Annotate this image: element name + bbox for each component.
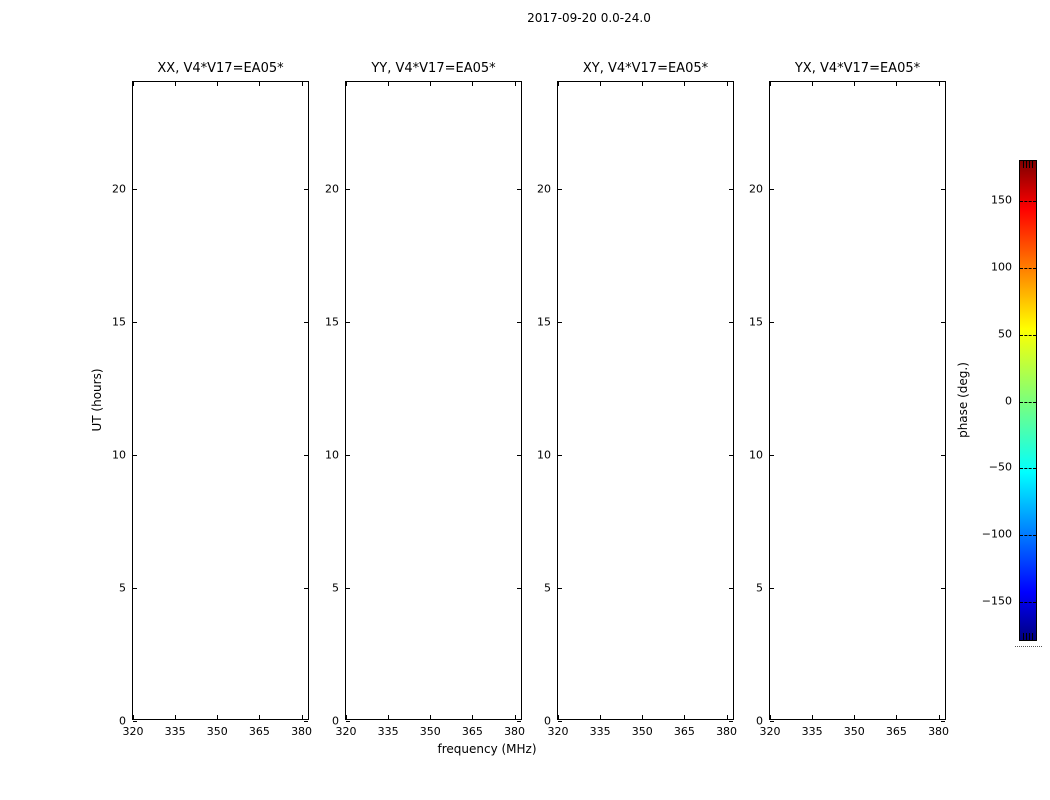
y-tick <box>133 455 137 456</box>
x-tick-label: 365 <box>673 725 695 738</box>
colorbar-tick-line <box>1020 468 1036 469</box>
subplot-yx <box>749 61 950 738</box>
y-tick-label: 10 <box>749 448 763 462</box>
figure-title: 2017-09-20 0.0-24.0 <box>527 11 651 25</box>
x-tick <box>346 82 347 86</box>
x-tick <box>684 82 685 86</box>
y-tick <box>346 189 350 190</box>
x-tick-label: 335 <box>164 725 186 738</box>
x-tick-label: 380 <box>504 725 526 738</box>
colorbar-tick-label: −100 <box>981 527 1012 541</box>
y-tick <box>729 189 733 190</box>
y-tick-label: 0 <box>544 714 551 728</box>
x-tick <box>472 82 473 86</box>
y-tick <box>729 588 733 589</box>
subplot-title-xx: XX, V4*V17=EA05* <box>157 61 284 76</box>
x-tick <box>175 82 176 86</box>
colorbar-tick-line <box>1020 335 1036 336</box>
x-tick <box>430 715 431 719</box>
x-tick <box>133 715 134 719</box>
x-tick <box>175 715 176 719</box>
y-tick <box>517 721 521 722</box>
colorbar-tick-line <box>1020 268 1036 269</box>
x-tick <box>854 715 855 719</box>
x-tick-label: 350 <box>843 725 865 738</box>
x-tick <box>770 82 771 86</box>
y-tick <box>941 189 945 190</box>
colorbar-tick-label: 150 <box>991 193 1012 207</box>
y-tick <box>558 721 562 722</box>
y-tick <box>558 322 562 323</box>
subplot-title-yy: YY, V4*V17=EA05* <box>371 61 496 76</box>
colorbar-tick-line <box>1020 402 1036 403</box>
y-tick <box>770 721 774 722</box>
subplot-title-yx: YX, V4*V17=EA05* <box>794 61 921 76</box>
x-tick-label: 320 <box>547 725 569 738</box>
y-tick-label: 5 <box>332 581 339 595</box>
y-tick <box>729 322 733 323</box>
y-tick <box>346 721 350 722</box>
y-tick <box>941 455 945 456</box>
x-tick <box>217 82 218 86</box>
y-tick <box>770 588 774 589</box>
x-tick <box>684 715 685 719</box>
y-tick <box>941 721 945 722</box>
colorbar-tick-label: 100 <box>991 260 1012 274</box>
x-tick-label: 380 <box>928 725 950 738</box>
subplot-title-xy: XY, V4*V17=EA05* <box>582 61 709 76</box>
y-tick <box>729 455 733 456</box>
y-tick <box>558 189 562 190</box>
x-tick-label: 320 <box>335 725 357 738</box>
x-tick-label: 335 <box>801 725 823 738</box>
y-tick-label: 10 <box>325 448 339 462</box>
x-tick <box>727 715 728 719</box>
y-tick-label: 15 <box>749 315 763 329</box>
x-tick <box>346 715 347 719</box>
x-tick <box>558 715 559 719</box>
colorbar-end-dotted-line <box>1015 646 1042 647</box>
x-tick <box>642 715 643 719</box>
y-tick <box>517 322 521 323</box>
y-tick-label: 10 <box>537 448 551 462</box>
colorbar-label: phase (deg.) <box>956 362 970 438</box>
y-tick-label: 10 <box>112 448 126 462</box>
y-tick <box>770 322 774 323</box>
y-tick <box>304 455 308 456</box>
y-tick-label: 5 <box>119 581 126 595</box>
y-tick <box>941 322 945 323</box>
colorbar-top-comb-marks <box>1021 161 1035 168</box>
subplot-yy <box>325 61 526 738</box>
y-tick-label: 0 <box>332 714 339 728</box>
colorbar-tick-label: −150 <box>981 594 1012 608</box>
x-tick <box>430 82 431 86</box>
x-tick <box>812 715 813 719</box>
x-tick <box>302 715 303 719</box>
colorbar-tick-line <box>1020 602 1036 603</box>
colorbar-tick-line <box>1020 535 1036 536</box>
y-tick-label: 15 <box>537 315 551 329</box>
x-tick <box>896 82 897 86</box>
x-tick <box>259 715 260 719</box>
y-tick <box>770 189 774 190</box>
y-tick <box>304 322 308 323</box>
x-tick <box>600 82 601 86</box>
y-tick <box>517 588 521 589</box>
y-tick-label: 20 <box>749 182 763 195</box>
subplot-xy <box>537 61 738 738</box>
x-tick <box>642 82 643 86</box>
y-tick-label: 15 <box>325 315 339 329</box>
y-tick-label: 5 <box>756 581 763 595</box>
y-tick-label: 20 <box>325 182 339 195</box>
y-tick <box>133 721 137 722</box>
x-tick <box>600 715 601 719</box>
x-tick <box>472 715 473 719</box>
colorbar-bottom-comb-marks <box>1021 633 1035 640</box>
y-tick <box>941 588 945 589</box>
x-tick <box>515 715 516 719</box>
y-tick <box>558 455 562 456</box>
x-tick-label: 335 <box>377 725 399 738</box>
x-tick-label: 380 <box>716 725 738 738</box>
y-tick <box>346 455 350 456</box>
x-tick <box>388 82 389 86</box>
x-tick-label: 320 <box>122 725 144 738</box>
x-tick <box>939 82 940 86</box>
y-tick <box>517 455 521 456</box>
x-tick <box>388 715 389 719</box>
y-tick-label: 20 <box>537 182 551 195</box>
y-tick <box>304 721 308 722</box>
x-tick-label: 320 <box>759 725 781 738</box>
y-tick <box>729 721 733 722</box>
colorbar-tick-label: 0 <box>1005 394 1012 407</box>
x-axis-label: frequency (MHz) <box>437 742 537 756</box>
y-tick-label: 0 <box>119 714 126 728</box>
y-tick <box>304 189 308 190</box>
x-tick-label: 350 <box>206 725 228 738</box>
x-tick-label: 365 <box>461 725 483 738</box>
y-tick <box>304 588 308 589</box>
x-tick-label: 365 <box>248 725 270 738</box>
y-tick <box>133 588 137 589</box>
x-tick <box>854 82 855 86</box>
x-tick-label: 335 <box>589 725 611 738</box>
y-tick <box>558 588 562 589</box>
y-tick <box>346 322 350 323</box>
colorbar <box>1019 160 1037 641</box>
y-tick <box>770 455 774 456</box>
x-tick-label: 380 <box>291 725 313 738</box>
x-tick-label: 350 <box>631 725 653 738</box>
y-tick <box>133 189 137 190</box>
y-tick-label: 0 <box>756 714 763 728</box>
y-tick <box>346 588 350 589</box>
x-tick <box>259 82 260 86</box>
y-tick <box>133 322 137 323</box>
x-tick-label: 365 <box>885 725 907 738</box>
x-tick <box>558 82 559 86</box>
y-tick-label: 15 <box>112 315 126 329</box>
y-tick-label: 20 <box>112 182 126 195</box>
x-tick <box>515 82 516 86</box>
y-axis-label: UT (hours) <box>90 368 104 432</box>
x-tick <box>302 82 303 86</box>
colorbar-tick-line <box>1020 201 1036 202</box>
x-tick <box>770 715 771 719</box>
x-tick <box>727 82 728 86</box>
x-tick <box>217 715 218 719</box>
x-tick <box>133 82 134 86</box>
subplot-xx <box>112 61 313 738</box>
y-tick-label: 5 <box>544 581 551 595</box>
colorbar-tick-label: 50 <box>998 327 1012 341</box>
x-tick <box>812 82 813 86</box>
x-tick <box>896 715 897 719</box>
y-tick <box>517 189 521 190</box>
x-tick <box>939 715 940 719</box>
x-tick-label: 350 <box>419 725 441 738</box>
colorbar-tick-label: −50 <box>988 460 1012 474</box>
